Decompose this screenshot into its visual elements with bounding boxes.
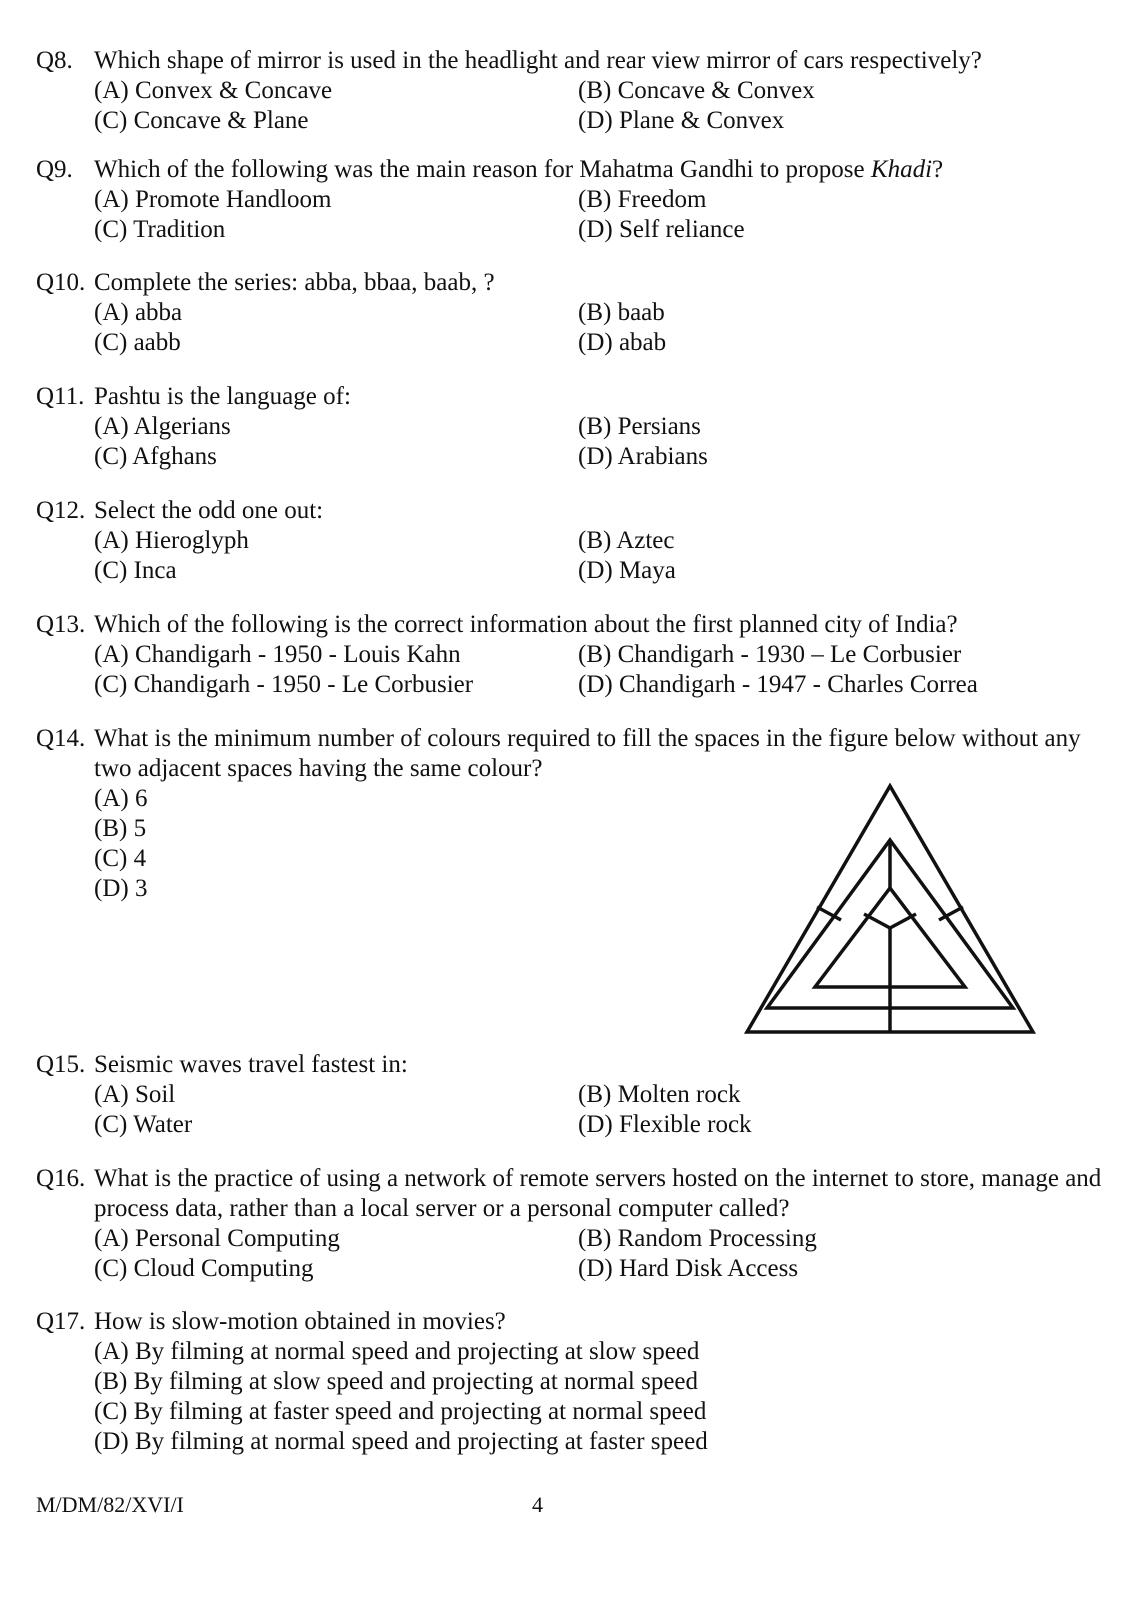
question-text: [94, 155, 1116, 185]
option-d: (D) Arabians: [578, 443, 708, 470]
question-number: Q15.: [36, 1051, 86, 1078]
option-c: (C) Inca: [94, 557, 177, 584]
option-b: (B) Persians: [578, 413, 701, 440]
question-q10: [36, 268, 1116, 358]
question-q8: [36, 46, 1116, 136]
question-number: Q17.: [36, 1308, 86, 1335]
option-c: (C) By filming at faster speed and projecting at normal speed: [94, 1398, 707, 1425]
option-b: (B) Freedom: [578, 186, 707, 213]
option-a: (A) Hieroglyph: [94, 527, 249, 554]
question-text-pre: Which of the following was the main reason for Mahatma Gandhi to propose: [94, 156, 871, 183]
option-d: (D) Plane & Convex: [578, 107, 785, 134]
option-b: (B) Aztec: [578, 527, 675, 554]
question-q16: [36, 1164, 1116, 1284]
option-c: (C) Concave & Plane: [94, 107, 309, 134]
option-c: (C) aabb: [94, 329, 181, 356]
option-d: (D) abab: [578, 329, 667, 356]
question-number: Q16.: [36, 1165, 86, 1192]
option-d: (D) 3: [94, 875, 148, 902]
question-text: Which of the following is the correct information about the first planned city of India?: [94, 611, 958, 638]
question-q9: [36, 155, 1116, 245]
footer-code: M/DM/82/XVI/I: [36, 1492, 184, 1517]
question-text: What is the minimum number of colours required to fill the spaces in the figure below without any two adjacent spaces having the same colour?: [94, 725, 1081, 782]
option-c: (C) Cloud Computing: [94, 1255, 314, 1282]
option-b: (B) Molten rock: [578, 1081, 741, 1108]
option-a: (A) 6: [94, 785, 148, 812]
option-c: (C) Afghans: [94, 443, 217, 470]
option-d: (D) By filming at normal speed and projecting at faster speed: [94, 1428, 708, 1455]
question-q13: [36, 610, 1116, 700]
question-q12: [36, 496, 1116, 586]
option-b: (B) Chandigarh - 1930 – Le Corbusier: [578, 641, 962, 668]
question-text: Pashtu is the language of:: [94, 383, 351, 410]
option-a: (A) By filming at normal speed and projecting at slow speed: [94, 1338, 700, 1365]
question-q17: [36, 1307, 1116, 1457]
option-b: (B) 5: [94, 815, 147, 842]
option-d: (D) Chandigarh - 1947 - Charles Correa: [578, 671, 978, 698]
question-q11: [36, 382, 1116, 472]
question-text: Which shape of mirror is used in the headlight and rear view mirror of cars respectively?: [94, 47, 982, 74]
option-d: (D) Flexible rock: [578, 1111, 752, 1138]
question-number: Q10.: [36, 269, 86, 296]
option-b: (B) By filming at slow speed and projecting at normal speed: [94, 1368, 699, 1395]
option-a: (A) Convex & Concave: [94, 77, 333, 104]
inner-y-left: [864, 914, 890, 928]
option-d: (D) Hard Disk Access: [578, 1255, 799, 1282]
option-a: (A) Chandigarh - 1950 - Louis Kahn: [94, 641, 461, 668]
option-a: (A) Algerians: [94, 413, 231, 440]
question-q15: [36, 1050, 1116, 1140]
question-text: Seismic waves travel fastest in:: [94, 1051, 408, 1078]
question-text: Select the odd one out:: [94, 497, 324, 524]
option-b: (B) Concave & Convex: [578, 77, 815, 104]
question-text: How is slow-motion obtained in movies?: [94, 1308, 506, 1335]
question-text: What is the practice of using a network of remote servers hosted on the internet to store, manage and process data, rather than a local server or a personal computer called?: [94, 1165, 1102, 1222]
option-a: (A) abba: [94, 299, 183, 326]
question-number: Q8.: [36, 47, 73, 74]
inner-y-right: [890, 914, 916, 928]
page-number: 4: [532, 1492, 543, 1517]
question-text-emphasis: Khadi: [870, 156, 933, 183]
option-a: (A) Promote Handloom: [94, 186, 332, 213]
question-number: Q12.: [36, 497, 86, 524]
option-a: (A) Soil: [94, 1081, 176, 1108]
question-number: Q11.: [36, 383, 85, 410]
option-c: (C) Water: [94, 1111, 193, 1138]
option-c: (C) 4: [94, 845, 147, 872]
option-c: (C) Tradition: [94, 216, 226, 243]
question-text: Complete the series: abba, bbaa, baab, ?: [94, 269, 495, 296]
question-number: Q14.: [36, 725, 86, 752]
option-a: (A) Personal Computing: [94, 1225, 340, 1252]
question-text-post: ?: [932, 156, 944, 183]
option-d: (D) Maya: [578, 557, 676, 584]
option-b: (B) baab: [578, 299, 665, 326]
option-c: (C) Chandigarh - 1950 - Le Corbusier: [94, 671, 474, 698]
question-number: Q13.: [36, 611, 86, 638]
option-b: (B) Random Processing: [578, 1225, 817, 1252]
question-number: Q9.: [36, 156, 73, 183]
option-d: (D) Self reliance: [578, 216, 745, 243]
nested-triangle-figure: [744, 782, 1036, 1036]
